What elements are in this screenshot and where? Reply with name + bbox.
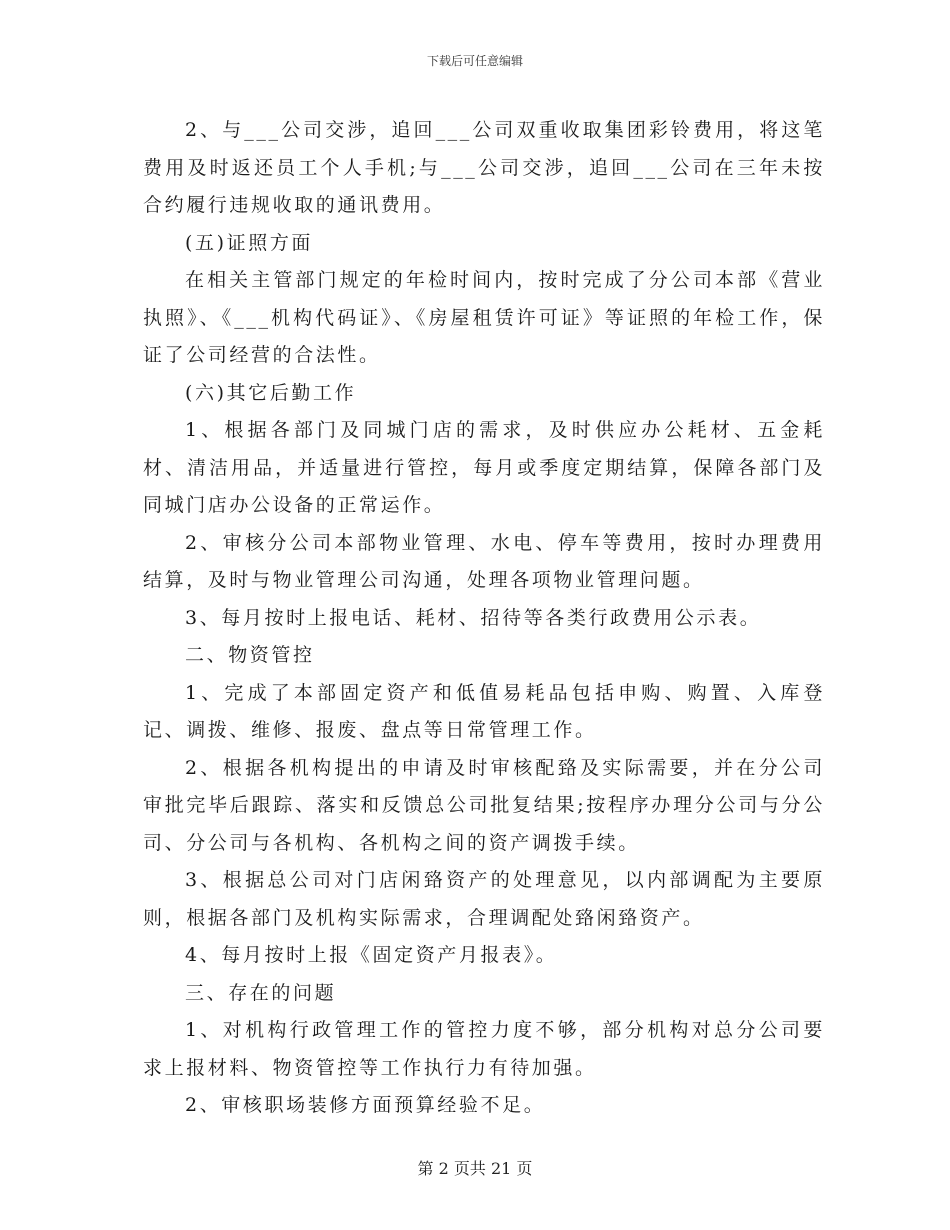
paragraph: 1、完成了本部固定资产和低值易耗品包括申购、购置、入库登记、调拨、维修、报废、盘点等日常管理工作。 <box>143 681 825 741</box>
section-heading: 二、物资管控 <box>185 644 315 666</box>
paragraph: 2、与___公司交涉，追回___公司双重收取集团彩铃费用，将这笔费用及时返还员工个人手机;与___公司交涉，追回___公司在三年未按合约履行违规收取的通讯费用。 <box>143 119 825 216</box>
paragraph: 3、每月按时上报电话、耗材、招待等各类行政费用公示表。 <box>185 606 762 629</box>
section-heading: (五)证照方面 <box>185 231 314 254</box>
paragraph: 4、每月按时上报《固定资产月报表》。 <box>185 944 558 966</box>
section-heading: (六)其它后勤工作 <box>185 381 357 404</box>
section-heading: 三、存在的问题 <box>185 981 337 1004</box>
page-number: 第 2 页共 21 页 <box>417 1159 533 1178</box>
paragraph: 2、根据各机构提出的申请及时审核配臵及实际需要，并在分公司审批完毕后跟踪、落实和反馈总公司批复结果;按程序办理分公司与分公司、分公司与各机构、各机构之间的资产调拨手续。 <box>143 756 825 854</box>
paragraph: 1、根据各部门及同城门店的需求，及时供应办公耗材、五金耗材、清洁用品，并适量进行管控，每月或季度定期结算，保障各部门及同城门店办公设备的正常运作。 <box>143 419 825 516</box>
page-header-note: 下载后可任意编辑 <box>426 54 523 68</box>
document-body <box>143 112 825 1125</box>
paragraph: 1、对机构行政管理工作的管控力度不够，部分机构对总分公司要求上报材料、物资管控等工作执行力有待加强。 <box>143 1019 825 1079</box>
paragraph: 在相关主管部门规定的年检时间内，按时完成了分公司本部《营业执照》、《___机构代码证》、《房屋租赁许可证》等证照的年检工作，保证了公司经营的合法性。 <box>143 269 825 366</box>
paragraph: 2、审核职场装修方面预算经验不足。 <box>185 1094 546 1116</box>
paragraph: 2、审核分公司本部物业管理、水电、停车等费用，按时办理费用结算，及时与物业管理公司沟通，处理各项物业管理问题。 <box>143 531 825 591</box>
paragraph: 3、根据总公司对门店闲臵资产的处理意见，以内部调配为主要原则，根据各部门及机构实际需求，合理调配处臵闲臵资产。 <box>143 869 825 929</box>
